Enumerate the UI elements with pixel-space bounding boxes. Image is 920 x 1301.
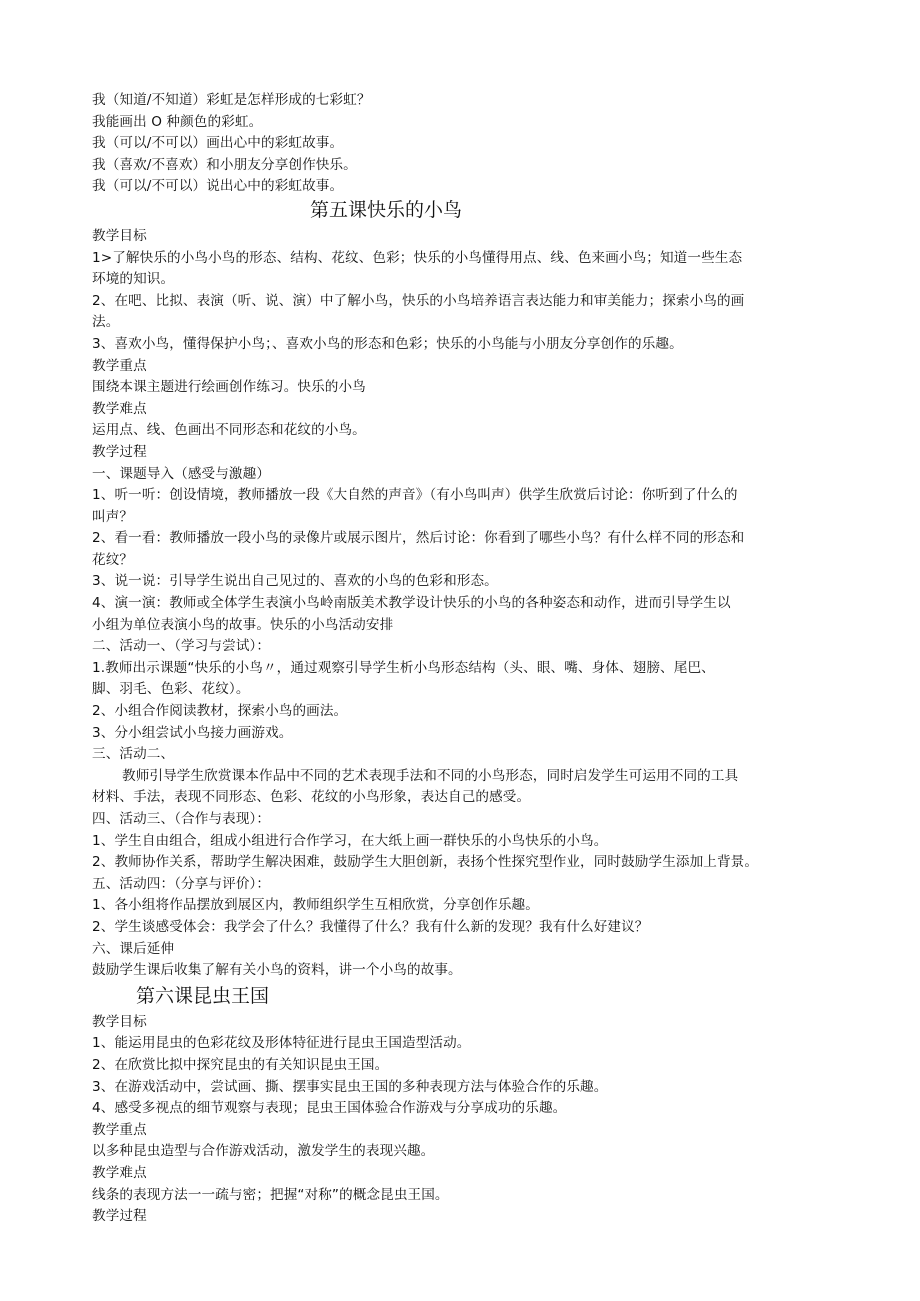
- text-line: 3、分小组尝试小鸟接力画游戏。: [92, 724, 293, 741]
- text-line: 3、在游戏活动中，尝试画、撕、摆事实昆虫王国的多种表现方法与体验合作的乐趣。: [92, 1078, 608, 1095]
- text-line: 1、学生自由组合，组成小组进行合作学习，在大纸上画一群快乐的小鸟快乐的小鸟。: [92, 832, 608, 849]
- text-line: 3、喜欢小鸟，懂得保护小鸟；、喜欢小鸟的形态和色彩；快乐的小鸟能与小朋友分享创作的乐趣。: [92, 335, 683, 352]
- text-line: 2、在吧、比拟、表演（听、说、演）中了解小鸟，快乐的小鸟培养语言表达能力和审美能力；探索小鸟的画: [92, 292, 745, 309]
- text-line: 围绕本课主题进行绘画创作练习。快乐的小鸟: [92, 379, 366, 396]
- text-line: 3、说一说：引导学生说出自己见过的、喜欢的小鸟的色彩和形态。: [92, 573, 498, 590]
- text-line: 我（可以/不可以）说出心中的彩虹故事。: [92, 178, 344, 195]
- text-line: 我（可以/不可以）画出心中的彩虹故事。: [92, 135, 344, 152]
- text-line: 2、教师协作关系，帮助学生解决困难，鼓励学生大胆创新，表扬个性探究型作业，同时鼓励学生添加上背景。: [92, 854, 759, 871]
- text-line: 教师引导学生欣赏课本作品中不同的艺术表现手法和不同的小鸟形态，同时启发学生可运用不同的工具: [122, 767, 739, 784]
- text-line: 花纹？: [92, 551, 134, 568]
- text-line: 2、看一看：教师播放一段小鸟的录像片或展示图片，然后讨论：你看到了哪些小鸟？有什么样不同的形态和: [92, 530, 745, 547]
- section-heading: 教学过程: [92, 443, 147, 460]
- text-line: 小组为单位表演小鸟的故事。快乐的小鸟活动安排: [92, 616, 394, 633]
- text-line: 1、听一听：创设情境，教师播放一段《大自然的声音》（有小鸟叫声）供学生欣赏后讨论：你听到了什么的: [92, 487, 738, 504]
- text-line: 我（知道/不知道）彩虹是怎样形成的七彩虹？: [92, 92, 371, 108]
- text-line: 脚、羽毛、色彩、花纹）。: [92, 681, 250, 698]
- section-heading: 教学重点: [92, 357, 147, 374]
- text-line: 1、能运用昆虫的色彩花纹及形体特征进行昆虫王国造型活动。: [92, 1035, 471, 1052]
- text-line: 线条的表现方法一一疏与密；把握“对称”的概念昆虫王国。: [92, 1186, 449, 1203]
- section-heading: 教学重点: [92, 1121, 147, 1138]
- text-line: 二、活动一、（学习与尝试）：: [92, 638, 271, 655]
- text-line: 运用点、线、色画出不同形态和花纹的小鸟。: [92, 422, 366, 439]
- section-heading: 教学目标: [92, 1013, 147, 1030]
- lesson5-title: 第五课快乐的小鸟: [310, 198, 463, 221]
- text-line: 1>了解快乐的小鸟小鸟的形态、结构、花纹、色彩；快乐的小鸟懂得用点、线、色来画小鸟；知道一些生态: [92, 249, 743, 266]
- text-line: 我（喜欢/不喜欢）和小朋友分享创作快乐。: [92, 156, 357, 173]
- lesson6-title: 第六课昆虫王国: [136, 984, 270, 1007]
- document-content: [92, 90, 830, 1228]
- text-line: 我能画出 O 种颜色的彩虹。: [92, 113, 263, 130]
- text-line: 2、在欣赏比拟中探究昆虫的有关知识昆虫王国。: [92, 1056, 389, 1073]
- text-line: 4、感受多视点的细节观察与表现；昆虫王国体验合作游戏与分享成功的乐趣。: [92, 1100, 567, 1117]
- text-line: 五、活动四：（分享与评价）：: [92, 875, 271, 892]
- text-line: 一、课题导入（感受与激趣）: [92, 465, 271, 482]
- text-line: 2、小组合作阅读教材，探索小鸟的画法。: [92, 703, 348, 720]
- text-line: 4、演一演：教师或全体学生表演小鸟岭南版美术教学设计快乐的小鸟的各种姿态和动作，进而引导学生以: [92, 595, 731, 612]
- text-line: 法。: [92, 314, 120, 331]
- text-line: 六、课后延伸: [92, 940, 175, 957]
- section-heading: 教学难点: [92, 1164, 147, 1181]
- text-line: 四、活动三、（合作与表现）：: [92, 811, 271, 827]
- section-heading: 教学目标: [92, 227, 147, 244]
- text-line: 环境的知识。: [92, 271, 175, 288]
- text-line: 1.教师出示课题“快乐的小鸟〃，通过观察引导学生析小鸟形态结构（头、眼、嘴、身体、翅膀、尾巴、: [92, 659, 715, 676]
- text-line: 三、活动二、: [92, 746, 175, 763]
- text-line: 材料、手法，表现不同形态、色彩、花纹的小鸟形象，表达自己的感受。: [92, 789, 531, 806]
- text-line: 2、学生谈感受体会：我学会了什么？我懂得了什么？我有什么新的发现？我有什么好建议？: [92, 918, 649, 935]
- section-heading: 教学难点: [92, 400, 147, 417]
- text-line: 叫声？: [92, 508, 134, 525]
- section-heading: 教学过程: [92, 1208, 147, 1225]
- text-line: 以多种昆虫造型与合作游戏活动，激发学生的表现兴趣。: [92, 1143, 435, 1160]
- text-line: 鼓励学生课后收集了解有关小鸟的资料，讲一个小鸟的故事。: [92, 962, 462, 979]
- text-line: 1、各小组将作品摆放到展区内，教师组织学生互相欣赏，分享创作乐趣。: [92, 897, 539, 914]
